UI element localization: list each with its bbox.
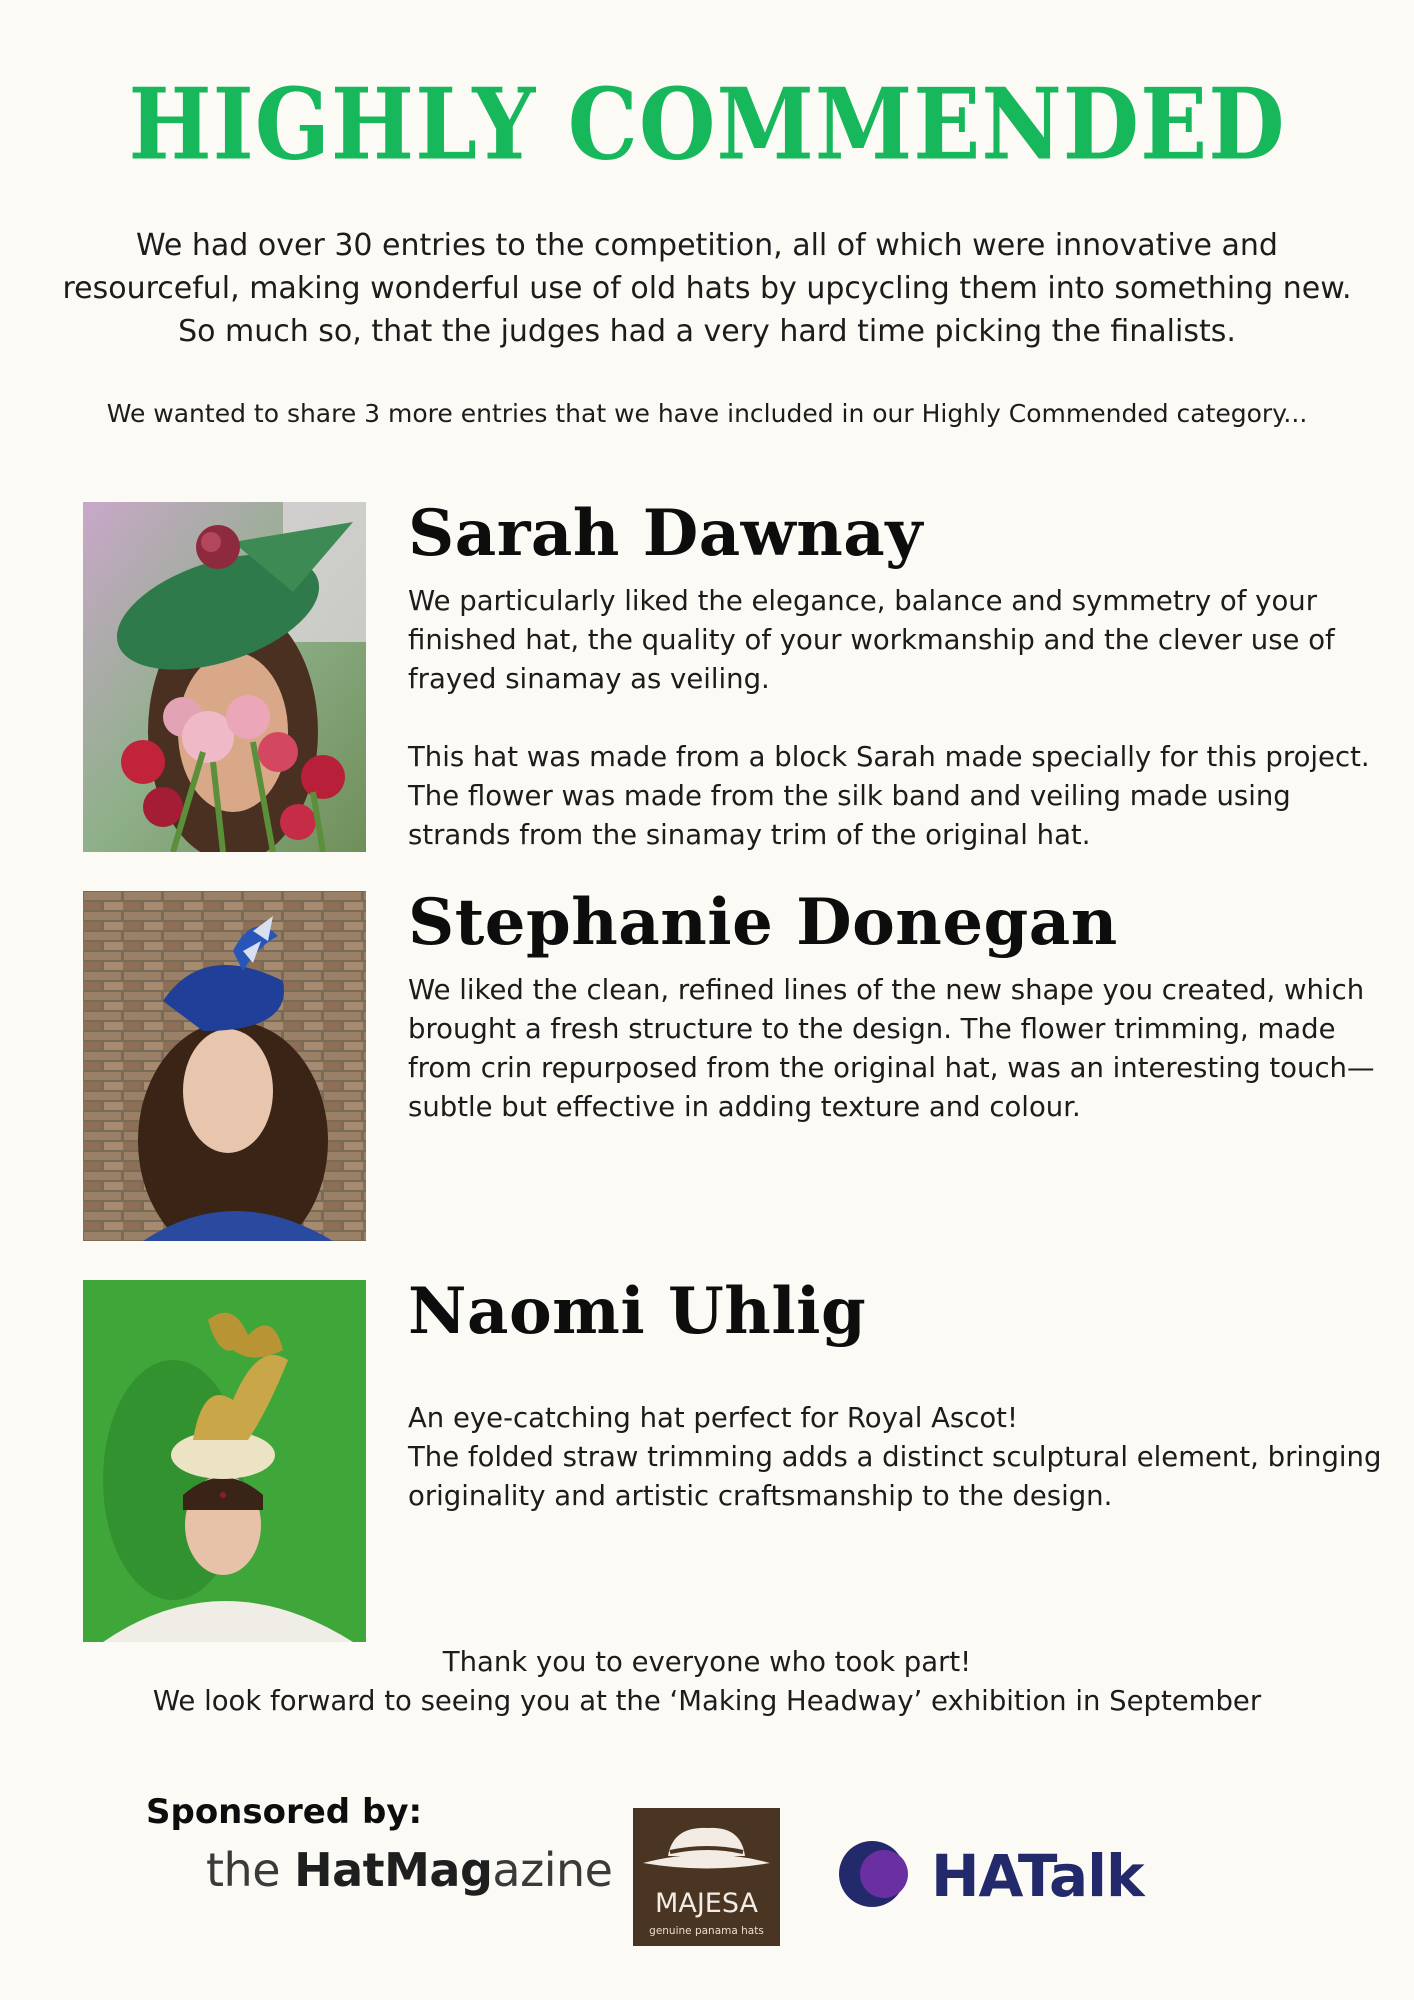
- panama-hat-icon: [633, 1808, 780, 1888]
- entry-paragraph: We liked the clean, refined lines of the new shape you created, which brought a fresh structure to the design. The flower trimming, made from crin repurposed from the original hat, was an interesting touch—subtle but effective in adding texture and colour.: [408, 974, 1375, 1123]
- logo-tagline: genuine panama hats: [649, 1925, 764, 1937]
- entry-name: Sarah Dawnay: [408, 496, 923, 571]
- majesa-logo: [633, 1808, 780, 1946]
- logo-text: MAJESA: [655, 1888, 758, 1919]
- logo-text: HatMag: [294, 1843, 493, 1897]
- hat-magazine-logo: [206, 1843, 612, 1897]
- intro-subtext: We wanted to share 3 more entries that we have included in our Highly Commended category...: [106, 399, 1308, 428]
- logo-text: azine: [492, 1843, 613, 1897]
- entry-description: [408, 971, 1398, 1127]
- intro-text: [60, 224, 1354, 353]
- entry-name: Stephanie Donegan: [408, 885, 1118, 960]
- entry-photo: [83, 891, 366, 1241]
- intro-line: So much so, that the judges had a very hard time picking the finalists.: [178, 314, 1236, 349]
- entry-photo: [83, 1280, 366, 1642]
- intro-line: We had over 30 entries to the competition, all of which were innovative and: [136, 228, 1278, 263]
- entry-paragraph: An eye-catching hat perfect for Royal Ascot! The folded straw trimming adds a distinct sculptural element, bringing originality and artistic craftsmanship to the design.: [408, 1402, 1382, 1512]
- entry-photo: [83, 502, 366, 852]
- logo-text: HATalk: [931, 1842, 1144, 1910]
- thank-you-message: [60, 1643, 1354, 1721]
- entry-description: [408, 1360, 1398, 1555]
- hatalk-circle-icon: [836, 1838, 916, 1908]
- entry-paragraph: We particularly liked the elegance, balance and symmetry of your finished hat, the quality of your workmanship and the clever use of frayed sinamay as veiling.: [408, 585, 1335, 695]
- entry-paragraph: This hat was made from a block Sarah made specially for this project. The flower was made from the silk band and veiling made using strands from the sinamay trim of the original hat.: [408, 741, 1370, 851]
- page-title: HIGHLY COMMENDED: [128, 65, 1286, 183]
- entry-description: [408, 582, 1398, 855]
- sponsored-label: Sponsored by:: [146, 1792, 423, 1832]
- logo-text: the: [206, 1843, 295, 1897]
- entry-name: Naomi Uhlig: [408, 1274, 867, 1349]
- intro-line: resourceful, making wonderful use of old hats by upcycling them into something new.: [62, 271, 1352, 306]
- thanks-line: We look forward to seeing you at the ‘Making Headway’ exhibition in September: [152, 1685, 1262, 1717]
- thanks-line: Thank you to everyone who took part!: [442, 1646, 972, 1678]
